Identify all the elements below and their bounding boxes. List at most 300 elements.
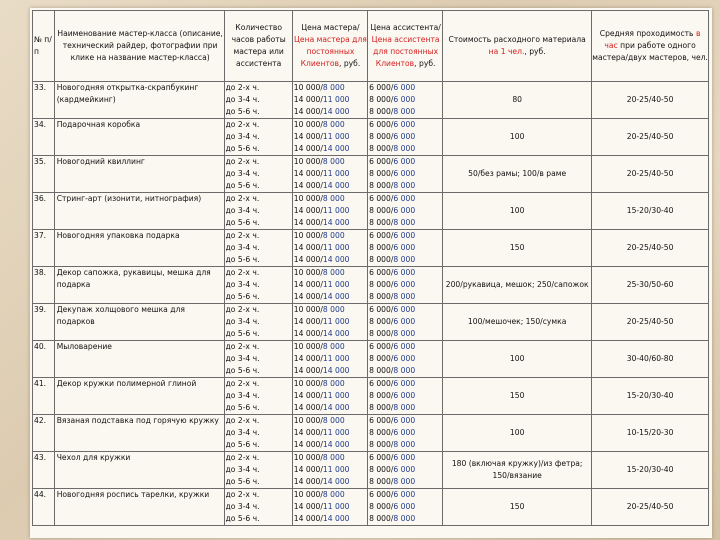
hours-value: до 2-х ч.	[225, 268, 260, 277]
master-price	[294, 328, 367, 340]
masterclass-name: Стринг-арт (изонити, нитнография)	[54, 193, 224, 230]
assistant-price	[369, 143, 442, 155]
assistant-price-regular-client: 8 000	[393, 514, 416, 523]
master-price-regular-client: 14 000	[322, 107, 350, 116]
master-price	[294, 254, 367, 266]
masterclass-name: Новогодняя упаковка подарка	[54, 230, 224, 267]
master-price	[294, 267, 367, 279]
master-price-regular: 14 000/	[293, 243, 323, 252]
assistant-price-regular-client: 6 000	[393, 305, 416, 314]
hours-value: до 2-х ч.	[225, 490, 260, 499]
header-hours: Количество часов работы мастера или ассистента	[224, 11, 292, 82]
hours-value: до 5-6 ч.	[225, 292, 260, 301]
hours-cell	[224, 119, 292, 156]
row-number: 33.	[33, 82, 55, 119]
master-price-regular: 14 000/	[293, 440, 323, 449]
assistant-price	[369, 156, 442, 168]
master-price-regular: 10 000/	[293, 305, 323, 314]
table-row	[33, 156, 709, 193]
capacity: 15-20/30-40	[592, 378, 709, 415]
assistant-price-regular: 6 000/	[369, 453, 394, 462]
master-price-regular: 10 000/	[293, 342, 323, 351]
material-cost: 80	[443, 82, 592, 119]
assistant-price	[369, 390, 442, 402]
master-price-regular: 14 000/	[293, 428, 323, 437]
row-number: 37.	[33, 230, 55, 267]
hours-value: до 2-х ч.	[225, 453, 260, 462]
masterclass-name: Новогодняя открытка-скрапбукинг (кардмейкинг)	[54, 82, 224, 119]
assistant-price-cell	[368, 415, 443, 452]
master-price-regular-client: 11 000	[322, 280, 350, 289]
master-price-cell	[292, 267, 367, 304]
assistant-price	[369, 378, 442, 390]
assistant-price-regular: 8 000/	[369, 243, 394, 252]
master-price-regular: 14 000/	[293, 514, 323, 523]
hours-value: до 5-6 ч.	[225, 329, 260, 338]
master-price-regular-client: 11 000	[322, 465, 350, 474]
masterclass-name: Вязаная подставка под горячую кружку	[54, 415, 224, 452]
assistant-price	[369, 427, 442, 439]
capacity: 30-40/60-80	[592, 341, 709, 378]
master-price-regular-client: 14 000	[322, 181, 350, 190]
assistant-price-regular-client: 6 000	[393, 391, 416, 400]
assistant-price-regular: 8 000/	[369, 132, 394, 141]
header-price-master-b: Цена мастера для постоянных Клиентов	[294, 35, 367, 68]
assistant-price	[369, 131, 442, 143]
assistant-price-regular-client: 6 000	[393, 243, 416, 252]
assistant-price-regular: 8 000/	[369, 169, 394, 178]
assistant-price-regular-client: 8 000	[393, 181, 416, 190]
table-row	[33, 193, 709, 230]
hours-value: до 2-х ч.	[225, 416, 260, 425]
master-price-cell	[292, 415, 367, 452]
header-num: № п/п	[33, 11, 55, 82]
assistant-price-regular: 8 000/	[369, 206, 394, 215]
hours-value: до 2-х ч.	[225, 194, 260, 203]
assistant-price-regular: 6 000/	[369, 305, 394, 314]
assistant-price-regular-client: 6 000	[393, 194, 416, 203]
master-price-regular-client: 14 000	[322, 477, 350, 486]
assistant-price	[369, 365, 442, 377]
assistant-price	[369, 106, 442, 118]
table-row	[33, 378, 709, 415]
hours-value: до 5-6 ч.	[225, 440, 260, 449]
hours-value: до 2-х ч.	[225, 342, 260, 351]
assistant-price-regular-client: 8 000	[393, 218, 416, 227]
row-number: 40.	[33, 341, 55, 378]
master-price	[294, 365, 367, 377]
header-price-master-c: , руб.	[339, 59, 361, 68]
master-price-regular: 14 000/	[293, 132, 323, 141]
header-material-c: , руб.	[524, 47, 546, 56]
master-price	[294, 156, 367, 168]
master-price-regular-client: 11 000	[322, 502, 350, 511]
assistant-price	[369, 242, 442, 254]
hours-value: до 2-х ч.	[225, 157, 260, 166]
header-name	[54, 11, 224, 82]
master-price	[294, 193, 367, 205]
assistant-price-regular-client: 6 000	[393, 428, 416, 437]
assistant-price-cell	[368, 156, 443, 193]
assistant-price-regular-client: 8 000	[393, 144, 416, 153]
hours-value: до 2-х ч.	[225, 305, 260, 314]
row-number: 36.	[33, 193, 55, 230]
master-price	[294, 131, 367, 143]
table-header-row	[33, 11, 709, 82]
master-price-regular: 10 000/	[293, 453, 323, 462]
assistant-price-regular: 8 000/	[369, 329, 394, 338]
assistant-price-regular: 8 000/	[369, 403, 394, 412]
master-price-regular-client: 11 000	[322, 391, 350, 400]
master-price-regular-client: 14 000	[322, 366, 350, 375]
assistant-price-regular: 8 000/	[369, 218, 394, 227]
master-price-regular: 10 000/	[293, 231, 323, 240]
master-price	[294, 501, 367, 513]
header-price-assist-a: Цена ассистента/	[370, 23, 441, 32]
assistant-price	[369, 267, 442, 279]
material-cost: 200/рукавица, мешок; 250/сапожок	[443, 267, 592, 304]
master-price-regular: 14 000/	[293, 206, 323, 215]
assistant-price-regular: 8 000/	[369, 514, 394, 523]
master-price-regular: 10 000/	[293, 379, 323, 388]
assistant-price-regular: 8 000/	[369, 465, 394, 474]
hours-value: до 5-6 ч.	[225, 218, 260, 227]
master-price-regular: 14 000/	[293, 292, 323, 301]
assistant-price-regular-client: 6 000	[393, 268, 416, 277]
header-material	[443, 11, 592, 82]
capacity: 20-25/40-50	[592, 156, 709, 193]
assistant-price-regular-client: 8 000	[393, 329, 416, 338]
assistant-price-regular: 8 000/	[369, 280, 394, 289]
assistant-price-regular: 8 000/	[369, 144, 394, 153]
master-price-regular: 14 000/	[293, 169, 323, 178]
assistant-price	[369, 94, 442, 106]
master-price-cell	[292, 304, 367, 341]
assistant-price-regular: 6 000/	[369, 231, 394, 240]
master-price-regular-client: 8 000	[322, 305, 345, 314]
masterclass-name: Новогодний квиллинг	[54, 156, 224, 193]
master-price-regular: 10 000/	[293, 268, 323, 277]
table-row	[33, 119, 709, 156]
hours-value: до 3-4 ч.	[225, 465, 260, 474]
assistant-price-cell	[368, 341, 443, 378]
master-price	[294, 180, 367, 192]
masterclass-name: Мыловарение	[54, 341, 224, 378]
assistant-price	[369, 328, 442, 340]
master-price-regular: 14 000/	[293, 317, 323, 326]
hours-value: до 3-4 ч.	[225, 354, 260, 363]
master-price-regular-client: 11 000	[322, 354, 350, 363]
hours-value: до 5-6 ч.	[225, 403, 260, 412]
row-number: 41.	[33, 378, 55, 415]
assistant-price	[369, 489, 442, 501]
assistant-price-cell	[368, 378, 443, 415]
master-price	[294, 464, 367, 476]
master-price-regular-client: 14 000	[322, 514, 350, 523]
master-price-cell	[292, 378, 367, 415]
master-price-regular-client: 14 000	[322, 403, 350, 412]
assistant-price-regular: 6 000/	[369, 157, 394, 166]
assistant-price-cell	[368, 230, 443, 267]
hours-value: до 3-4 ч.	[225, 95, 260, 104]
masterclass-name: Подарочная коробка	[54, 119, 224, 156]
row-number: 42.	[33, 415, 55, 452]
assistant-price	[369, 230, 442, 242]
masterclass-name: Декор кружки полимерной глиной	[54, 378, 224, 415]
hours-value: до 5-6 ч.	[225, 144, 260, 153]
master-price-regular-client: 8 000	[322, 194, 345, 203]
assistant-price-regular-client: 6 000	[393, 83, 416, 92]
assistant-price-regular: 8 000/	[369, 107, 394, 116]
assistant-price-regular-client: 6 000	[393, 95, 416, 104]
hours-value: до 3-4 ч.	[225, 428, 260, 437]
master-price-regular: 14 000/	[293, 181, 323, 190]
master-price-regular: 10 000/	[293, 157, 323, 166]
assistant-price-regular-client: 8 000	[393, 366, 416, 375]
master-price-regular: 14 000/	[293, 465, 323, 474]
master-price-regular: 10 000/	[293, 416, 323, 425]
assistant-price-regular: 8 000/	[369, 181, 394, 190]
hours-value: до 3-4 ч.	[225, 391, 260, 400]
assistant-price-regular: 8 000/	[369, 428, 394, 437]
assistant-price-regular: 8 000/	[369, 502, 394, 511]
master-price-regular-client: 14 000	[322, 144, 350, 153]
master-price	[294, 119, 367, 131]
assistant-price-regular-client: 6 000	[393, 416, 416, 425]
master-price	[294, 217, 367, 229]
assistant-price-regular: 8 000/	[369, 477, 394, 486]
master-price-regular: 14 000/	[293, 329, 323, 338]
master-price-regular: 14 000/	[293, 95, 323, 104]
master-price	[294, 452, 367, 464]
assistant-price	[369, 452, 442, 464]
master-price-regular: 14 000/	[293, 354, 323, 363]
master-price	[294, 415, 367, 427]
material-cost: 150	[443, 378, 592, 415]
assistant-price-regular-client: 6 000	[393, 206, 416, 215]
master-price	[294, 205, 367, 217]
capacity: 15-20/30-40	[592, 452, 709, 489]
assistant-price	[369, 168, 442, 180]
master-price	[294, 316, 367, 328]
assistant-price	[369, 119, 442, 131]
hours-value: до 3-4 ч.	[225, 280, 260, 289]
master-price-regular: 10 000/	[293, 194, 323, 203]
hours-cell	[224, 193, 292, 230]
master-price-regular: 14 000/	[293, 502, 323, 511]
header-material-b: на 1 чел.	[488, 47, 525, 56]
master-price	[294, 230, 367, 242]
assistant-price	[369, 316, 442, 328]
master-price-regular-client: 11 000	[322, 428, 350, 437]
assistant-price-regular: 8 000/	[369, 440, 394, 449]
row-number: 43.	[33, 452, 55, 489]
assistant-price-regular-client: 6 000	[393, 465, 416, 474]
material-cost: 100/мешочек; 150/сумка	[443, 304, 592, 341]
header-material-a: Стоимость расходного материала	[448, 35, 586, 44]
header-capacity-a: Средняя проходимость	[599, 29, 696, 38]
assistant-price	[369, 415, 442, 427]
assistant-price-regular: 8 000/	[369, 95, 394, 104]
master-price	[294, 353, 367, 365]
assistant-price-regular: 6 000/	[369, 379, 394, 388]
header-name-text: Наименование мастер-класса (описание, технический райдер, фотографии при клике на название мастер-класса)	[57, 29, 223, 62]
header-price-assist-b: Цена ассистента для постоянных Клиентов	[371, 35, 440, 68]
hours-value: до 3-4 ч.	[225, 206, 260, 215]
assistant-price-regular-client: 8 000	[393, 107, 416, 116]
master-price-regular: 14 000/	[293, 391, 323, 400]
hours-value: до 3-4 ч.	[225, 132, 260, 141]
assistant-price-regular-client: 6 000	[393, 317, 416, 326]
assistant-price-regular: 6 000/	[369, 342, 394, 351]
hours-cell	[224, 452, 292, 489]
table-row	[33, 82, 709, 119]
master-price	[294, 427, 367, 439]
header-price-assist-c: , руб.	[414, 59, 436, 68]
assistant-price	[369, 193, 442, 205]
assistant-price-regular-client: 8 000	[393, 440, 416, 449]
assistant-price	[369, 439, 442, 451]
master-price-regular: 14 000/	[293, 144, 323, 153]
master-price-cell	[292, 82, 367, 119]
hours-cell	[224, 82, 292, 119]
assistant-price-regular-client: 8 000	[393, 255, 416, 264]
assistant-price-regular-client: 6 000	[393, 490, 416, 499]
assistant-price	[369, 341, 442, 353]
hours-value: до 5-6 ч.	[225, 107, 260, 116]
assistant-price-regular-client: 6 000	[393, 453, 416, 462]
hours-cell	[224, 415, 292, 452]
master-price-cell	[292, 341, 367, 378]
material-cost: 100	[443, 341, 592, 378]
assistant-price-regular: 8 000/	[369, 317, 394, 326]
table-row	[33, 267, 709, 304]
master-price-regular-client: 11 000	[322, 243, 350, 252]
master-price-regular-client: 14 000	[322, 255, 350, 264]
assistant-price	[369, 513, 442, 525]
master-price-regular-client: 14 000	[322, 440, 350, 449]
assistant-price-regular-client: 6 000	[393, 132, 416, 141]
master-price-regular-client: 11 000	[322, 95, 350, 104]
assistant-price-cell	[368, 304, 443, 341]
assistant-price-regular: 8 000/	[369, 292, 394, 301]
header-price-assistant	[368, 11, 443, 82]
master-price	[294, 168, 367, 180]
hours-cell	[224, 267, 292, 304]
masterclass-name: Чехол для кружки	[54, 452, 224, 489]
assistant-price-regular: 6 000/	[369, 194, 394, 203]
master-price-regular: 14 000/	[293, 107, 323, 116]
material-cost: 150	[443, 230, 592, 267]
assistant-price-regular: 6 000/	[369, 83, 394, 92]
hours-value: до 3-4 ч.	[225, 169, 260, 178]
table-row	[33, 304, 709, 341]
row-number: 39.	[33, 304, 55, 341]
master-price-cell	[292, 156, 367, 193]
assistant-price-regular: 6 000/	[369, 120, 394, 129]
master-price	[294, 390, 367, 402]
row-number: 38.	[33, 267, 55, 304]
master-price	[294, 304, 367, 316]
header-capacity-c: при работе одного мастера/двух мастеров, чел.	[592, 41, 708, 62]
master-price-regular-client: 8 000	[322, 379, 345, 388]
master-price-regular-client: 8 000	[322, 231, 345, 240]
row-number: 34.	[33, 119, 55, 156]
master-price-regular: 10 000/	[293, 120, 323, 129]
table-row	[33, 489, 709, 526]
capacity: 20-25/40-50	[592, 489, 709, 526]
master-price	[294, 82, 367, 94]
master-price-regular-client: 14 000	[322, 292, 350, 301]
assistant-price-regular: 6 000/	[369, 268, 394, 277]
assistant-price-cell	[368, 193, 443, 230]
master-price-regular: 14 000/	[293, 366, 323, 375]
master-price-regular-client: 11 000	[322, 206, 350, 215]
price-table	[32, 10, 709, 526]
assistant-price	[369, 279, 442, 291]
master-price	[294, 489, 367, 501]
capacity: 25-30/50-60	[592, 267, 709, 304]
assistant-price	[369, 464, 442, 476]
hours-value: до 3-4 ч.	[225, 317, 260, 326]
hours-value: до 3-4 ч.	[225, 502, 260, 511]
material-cost: 100	[443, 193, 592, 230]
assistant-price-regular: 8 000/	[369, 391, 394, 400]
assistant-price-regular-client: 6 000	[393, 280, 416, 289]
hours-cell	[224, 304, 292, 341]
table-row	[33, 230, 709, 267]
master-price-regular-client: 8 000	[322, 490, 345, 499]
capacity: 20-25/40-50	[592, 304, 709, 341]
assistant-price-cell	[368, 82, 443, 119]
master-price	[294, 439, 367, 451]
material-cost: 180 (включая кружку)/из фетра; 150/вязание	[443, 452, 592, 489]
material-cost: 50/без рамы; 100/в раме	[443, 156, 592, 193]
capacity: 20-25/40-50	[592, 82, 709, 119]
header-capacity	[592, 11, 709, 82]
assistant-price-regular-client: 6 000	[393, 231, 416, 240]
header-price-master-a: Цена мастера/	[301, 23, 360, 32]
table-row	[33, 452, 709, 489]
assistant-price-cell	[368, 267, 443, 304]
master-price-regular-client: 8 000	[322, 453, 345, 462]
assistant-price-regular-client: 6 000	[393, 157, 416, 166]
assistant-price-regular-client: 6 000	[393, 120, 416, 129]
assistant-price-regular: 6 000/	[369, 490, 394, 499]
assistant-price-regular: 8 000/	[369, 366, 394, 375]
header-price-master	[292, 11, 367, 82]
hours-value: до 5-6 ч.	[225, 181, 260, 190]
master-price-regular: 14 000/	[293, 280, 323, 289]
hours-value: до 2-х ч.	[225, 83, 260, 92]
hours-cell	[224, 489, 292, 526]
master-price-cell	[292, 119, 367, 156]
master-price	[294, 476, 367, 488]
hours-value: до 5-6 ч.	[225, 255, 260, 264]
master-price-regular: 14 000/	[293, 403, 323, 412]
assistant-price-regular-client: 6 000	[393, 354, 416, 363]
assistant-price	[369, 353, 442, 365]
master-price-regular-client: 8 000	[322, 268, 345, 277]
assistant-price	[369, 205, 442, 217]
hours-cell	[224, 378, 292, 415]
assistant-price-regular-client: 6 000	[393, 342, 416, 351]
assistant-price-regular-client: 8 000	[393, 292, 416, 301]
hours-value: до 5-6 ч.	[225, 366, 260, 375]
hours-value: до 2-х ч.	[225, 379, 260, 388]
assistant-price	[369, 180, 442, 192]
master-price-regular-client: 8 000	[322, 83, 345, 92]
